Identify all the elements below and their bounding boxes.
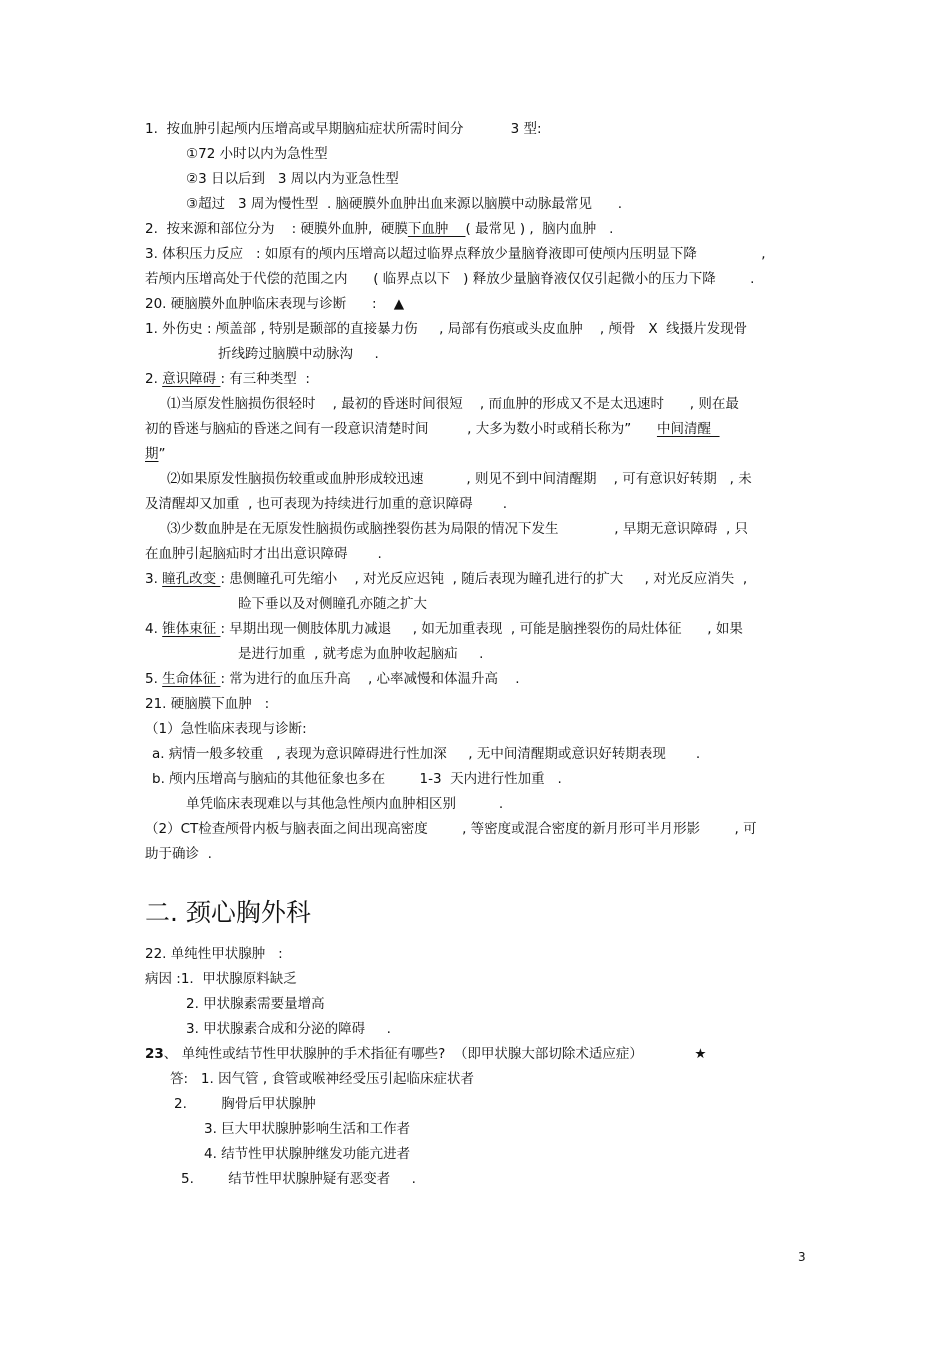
line-23-a: 5. xyxy=(145,671,163,687)
line-2: ①72 小时以内为急性型 xyxy=(186,146,328,162)
line-21 xyxy=(145,620,743,638)
line-11 xyxy=(145,370,310,388)
line-21-a: 4. xyxy=(145,621,163,637)
line-30: 助于确诊 . xyxy=(145,846,212,862)
line-10: 折线跨过脑膜中动脉沟 . xyxy=(218,346,379,362)
line-35-number: 23 xyxy=(145,1046,164,1062)
line-20: 睑下垂以及对侧瞳孔亦随之扩大 xyxy=(238,596,427,612)
line-11-a: 2. xyxy=(145,371,163,387)
line-27: b. 颅内压增高与脑疝的其他征象也多在 1-3 天内进行性加重 . xyxy=(152,771,562,787)
line-16: 及清醒却又加重 , 也可表现为持续进行加重的意识障碍 . xyxy=(145,496,507,512)
line-13 xyxy=(145,420,720,438)
line-21-b: : 早期出现一侧肢体肌力减退 , 如无加重表现 , 可能是脑挫裂伤的局灶体征 , 如果 xyxy=(220,621,743,637)
line-13-a: 初的昏迷与脑疝的昏迷之间有一段意识清楚时间 , 大多为数小时或稍长称为” xyxy=(145,421,657,437)
line-5-b: ( 最常见 ) , 脑内血肿 . xyxy=(465,221,614,237)
line-3: ②3 日以后到 3 周以内为亚急性型 xyxy=(186,171,399,187)
line-9: 1. 外伤史 : 颅盖部 , 特别是颞部的直接暴力伤 , 局部有伤痕或头皮血肿 , 颅骨 X 线摄片发现骨 xyxy=(145,321,748,337)
line-19-a: 3. xyxy=(145,571,163,587)
line-4: ③超过 3 周为慢性型 . 脑硬膜外血肿出血来源以脑膜中动脉最常见 . xyxy=(186,196,623,212)
line-14-underlined: 期 xyxy=(145,446,159,462)
line-19-b: : 患侧瞳孔可先缩小 , 对光反应迟钝 , 随后表现为瞳孔进行的扩大 , 对光反应消失 , xyxy=(220,571,748,587)
line-12: ⑴当原发性脑损伤很轻时 , 最初的昏迷时间很短 , 而血肿的形成又不是太迅速时 , 则在最 xyxy=(167,396,739,412)
line-28: 单凭临床表现难以与其他急性颅内血肿相区别 . xyxy=(186,796,504,812)
line-37: 2. 胸骨后甲状腺肿 xyxy=(174,1096,316,1112)
line-22: 是进行加重 , 就考虑为血肿收起脑疝 . xyxy=(238,646,484,662)
line-19-underlined: 瞳孔改变 xyxy=(162,571,221,587)
line-17: ⑶少数血肿是在无原发性脑损伤或脑挫裂伤甚为局限的情况下发生 , 早期无意识障碍 , 只 xyxy=(167,521,749,537)
line-29: （2）CT检查颅骨内板与脑表面之间出现高密度 , 等密度或混合密度的新月形可半月形影 , 可 xyxy=(145,821,757,837)
line-1: 1. 按血肿引起颅内压增高或早期脑疝症状所需时间分 3 型: xyxy=(145,121,542,137)
line-25: （1）急性临床表现与诊断: xyxy=(145,721,307,737)
line-13-underlined: 中间清醒 xyxy=(656,421,720,437)
line-35-text: 、 单纯性或结节性甲状腺肿的手术指征有哪些? （即甲状腺大部切除术适应症） ★ xyxy=(163,1046,707,1062)
line-33: 2. 甲状腺素需要量增高 xyxy=(186,996,325,1012)
line-5-underlined: 下血肿 xyxy=(407,221,466,237)
line-34: 3. 甲状腺素合成和分泌的障碍 . xyxy=(186,1021,391,1037)
line-6: 3. 体积压力反应 : 如原有的颅内压增高以超过临界点释放少量脑脊液即可使颅内压明显下降 , xyxy=(145,246,766,262)
line-8: 20. 硬脑膜外血肿临床表现与诊断 : ▲ xyxy=(145,296,405,312)
line-18: 在血肿引起脑疝时才出出意识障碍 . xyxy=(145,546,382,562)
line-39: 4. 结节性甲状腺肿继发功能亢进者 xyxy=(204,1146,411,1162)
line-15: ⑵如果原发性脑损伤较重或血肿形成较迅速 , 则见不到中间清醒期 , 可有意识好转期 , 未 xyxy=(167,471,752,487)
line-23-b: : 常为进行的血压升高 , 心率减慢和体温升高 . xyxy=(220,671,520,687)
line-19 xyxy=(145,570,747,588)
line-32: 病因 :1. 甲状腺原料缺乏 xyxy=(145,971,297,987)
line-5 xyxy=(145,220,613,238)
line-38: 3. 巨大甲状腺肿影响生活和工作者 xyxy=(204,1121,411,1137)
line-36: 答: 1. 因气管 , 食管或喉神经受压引起临床症状者 xyxy=(170,1071,474,1087)
line-14-b: ” xyxy=(158,446,166,462)
line-21-underlined: 锥体束征 xyxy=(162,621,221,637)
line-31: 22. 单纯性甲状腺肿 : xyxy=(145,946,283,962)
line-26: a. 病情一般多较重 , 表现为意识障碍进行性加深 , 无中间清醒期或意识好转期表现 . xyxy=(152,746,701,762)
line-14 xyxy=(145,445,166,463)
page-number: 3 xyxy=(798,1250,806,1264)
line-11-b: : 有三种类型 : xyxy=(220,371,310,387)
line-5-a: 2. 按来源和部位分为 : 硬膜外血肿, 硬膜 xyxy=(145,221,408,237)
line-7: 若颅内压增高处于代偿的范围之内 ( 临界点以下 ) 释放少量脑脊液仅仅引起微小的压力下降 . xyxy=(145,271,755,287)
section-heading: 二. 颈心胸外科 xyxy=(145,898,311,927)
line-23-underlined: 生命体征 xyxy=(162,671,221,687)
line-24: 21. 硬脑膜下血肿 : xyxy=(145,696,270,712)
line-35 xyxy=(145,1045,706,1063)
line-11-underlined: 意识障碍 xyxy=(162,371,221,387)
line-23 xyxy=(145,670,520,688)
line-40: 5. 结节性甲状腺肿疑有恶变者 . xyxy=(181,1171,416,1187)
